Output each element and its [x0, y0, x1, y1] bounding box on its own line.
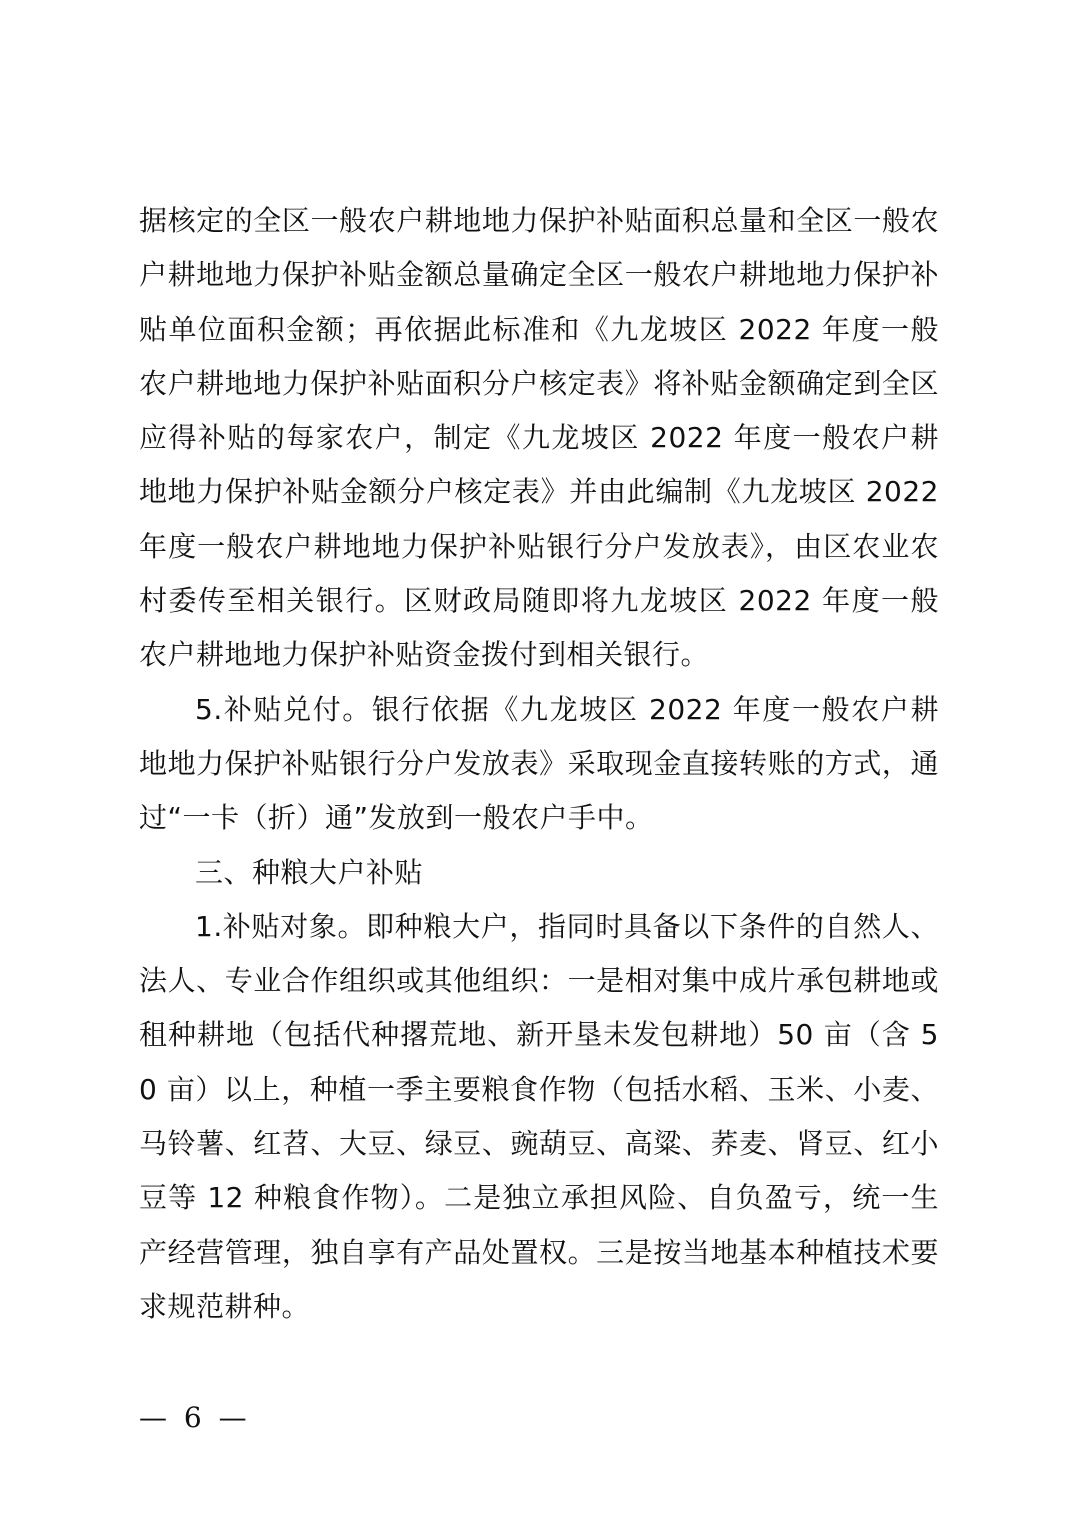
document-body — [139, 194, 939, 1334]
paragraph-subsidy-payment: 5.补贴兑付。银行依据《九龙坡区 2022 年度一般农户耕地地力保护补贴银行分户发放表》采取现金直接转账的方式，通过“一卡（折）通”发放到一般农户手中。 — [139, 692, 939, 835]
paragraph-verification-and-disbursement: 据核定的全区一般农户耕地地力保护补贴面积总量和全区一般农户耕地地力保护补贴金额总量确定全区一般农户耕地地力保护补贴单位面积金额；再依据此标准和《九龙坡区 2022 年度一般农户耕地地力保护补贴面积分户核定表》将补贴金额确定到全区应得补贴的每家农户，制定《九龙坡区 2022 年度一般农户耕地地力保护补贴金额分户核定表》并由此编制《九龙坡区 2022 年度一般农户耕地地力保护补贴银行分户发放表》，由区农业农村委传至相关银行。区财政局随即将九龙坡区 2022 年度一般农户耕地地力保护补贴资金拨付到相关银行。 — [139, 204, 939, 672]
paragraph-subsidy-recipients: 1.补贴对象。即种粮大户，指同时具备以下条件的自然人、法人、专业合作组织或其他组织：一是相对集中成片承包耕地或租种耕地（包括代种撂荒地、新开垦未发包耕地）50 亩（含 50 亩）以上，种植一季主要粮食作物（包括水稻、玉米、小麦、马铃薯、红苕、大豆、绿豆、豌葫豆、高粱、荞麦、肾豆、红小豆等 12 种粮食作物）。二是独立承担风险、自负盈亏，统一生产经营管理，独自享有产品处置权。三是按当地基本种植技术要求规范耕种。 — [139, 909, 939, 1323]
section-heading-grain-grower-subsidy: 三、种粮大户补贴 — [195, 855, 424, 889]
page-number: — 6 — — [139, 1401, 251, 1434]
